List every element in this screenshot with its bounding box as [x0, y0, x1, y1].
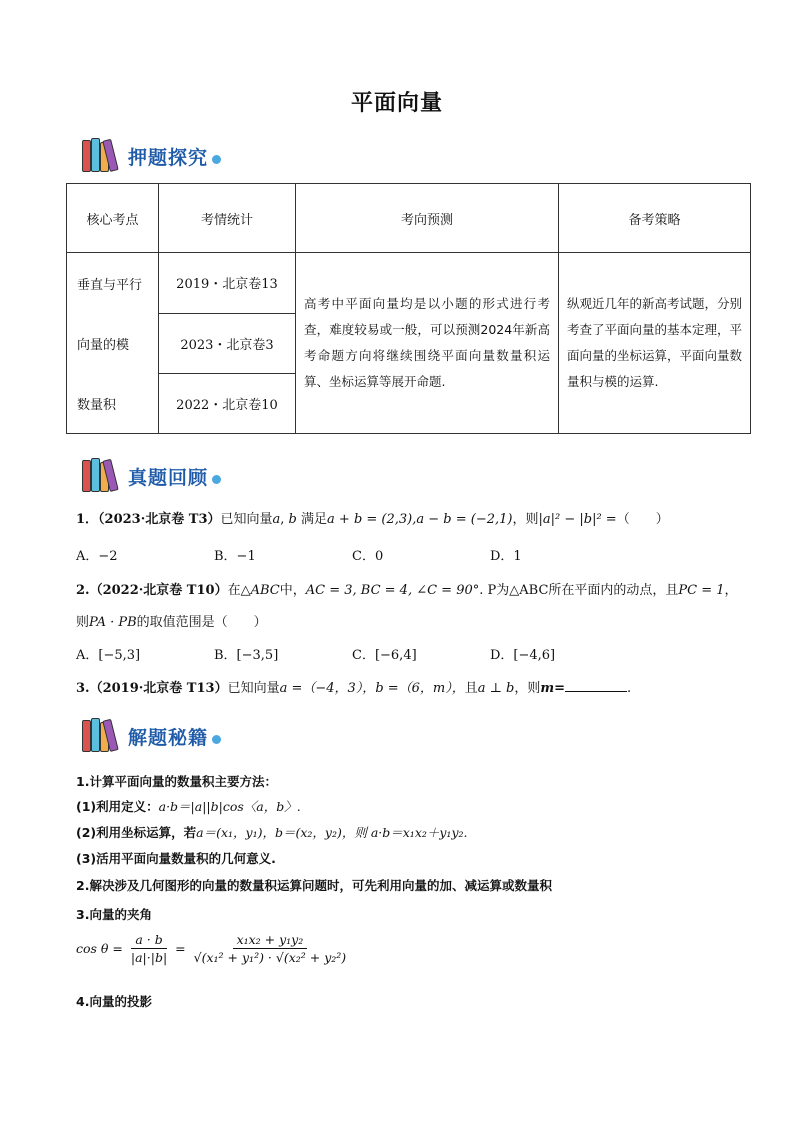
problem-number: 2.	[76, 583, 90, 598]
numerator: a · b	[131, 932, 166, 949]
tip-text: (1)利用定义：	[76, 799, 159, 814]
header-prediction: 考向预测	[296, 184, 559, 253]
vector-expr: b =（6，m），	[375, 681, 465, 696]
condition-expr: AC = 3, BC = 4, ∠C = 90°	[305, 583, 480, 598]
problem-number: 3.	[76, 681, 90, 696]
dot-icon	[212, 475, 221, 484]
cos-label: cos θ =	[76, 941, 123, 956]
tip-1-2	[76, 823, 468, 841]
books-icon	[80, 718, 126, 754]
dot-icon	[212, 735, 221, 744]
header-core: 核心考点	[67, 184, 159, 253]
fraction-coordinates	[190, 932, 351, 965]
option-a: A．[−5,3]	[76, 648, 141, 663]
exam-analysis-table	[66, 183, 751, 434]
condition-expr: a − b = (−2,1)	[416, 512, 513, 527]
topic-cell: 垂直与平行	[67, 253, 159, 314]
option-b: B．[−3,5]	[214, 648, 279, 663]
question-expr: |a|² − |b|² =	[538, 512, 617, 527]
page-title: 平面向量	[350, 91, 443, 116]
answer-blank[interactable]	[565, 679, 627, 692]
problem-2	[76, 579, 738, 598]
tip-formula: a＝(x₁，y₁)，b＝(x₂，y₂)，则 a·b＝x₁x₂＋y₁y₂.	[196, 825, 468, 840]
denominator: √(x₁² + y₁²) · √(x₂² + y₂²)	[193, 950, 347, 965]
problem-3	[76, 677, 631, 696]
angle-formula: cos θ = $\frac{a \cdot b}{|a|\cdot|b|}$ = $\frac{\text{x₁x₂ + y₁y₂}}{\text{√(x₁² + y₁²) · √(x₂² + y₂²)}}$	[76, 932, 350, 965]
header-strategy: 备考策略	[559, 184, 751, 253]
tip-1: 1.计算平面向量的数量积主要方法：	[76, 774, 277, 789]
condition-expr: PC = 1	[678, 583, 725, 598]
problem-source: （2022·北京卷 T10）	[89, 583, 228, 598]
option-c: C．[−6,4]	[352, 648, 417, 663]
problem-1: 1．（2023·北京卷 T3）已知向量a, b 满足a + b = (2,3),a − b = (−2,1)，则|a|² − |b|² =（ ）	[76, 512, 669, 527]
problem-text: ，则	[514, 681, 541, 696]
option-b: B．−1	[214, 549, 256, 564]
problem-text: 满足	[301, 512, 328, 527]
section-header-explore	[80, 136, 221, 176]
section-header-review	[80, 456, 221, 496]
tip-1-1	[76, 797, 301, 815]
vector-expr: a =（−4，3），	[279, 681, 376, 696]
problem-number: 1．	[76, 512, 99, 527]
problem-source: （2019·北京卷 T13）	[89, 681, 228, 696]
tip-3: 3.向量的夹角	[76, 907, 152, 922]
problem-source: （2023·北京卷 T3）	[98, 512, 221, 527]
dot-product-expr: PA · PB	[89, 615, 137, 630]
problem-text: 中，	[279, 583, 306, 598]
problem-text: 则	[76, 615, 90, 630]
numerator: x₁x₂ + y₁y₂	[233, 932, 308, 949]
answer-paren: （ ）	[616, 512, 669, 527]
stat-cell: 2023・北京卷3	[159, 313, 296, 373]
problem-2-line-2	[76, 611, 267, 630]
header-stats: 考情统计	[159, 184, 296, 253]
problem-text: 的取值范围是（ ）	[136, 615, 267, 630]
tip-4: 4.向量的投影	[76, 994, 152, 1009]
problem-text: 已知向量	[227, 681, 280, 696]
problem-text: 在	[227, 583, 241, 598]
option-d: D．1	[490, 549, 522, 564]
triangle-expr: △ABC	[240, 583, 280, 598]
problem-text: ，	[724, 583, 738, 598]
perpendicular-expr: a ⊥ b	[477, 681, 515, 696]
fraction-vectors	[127, 932, 171, 965]
books-icon	[80, 458, 126, 494]
tip-text: (2)利用坐标运算，若	[76, 825, 197, 840]
question-expr: m=	[540, 681, 566, 696]
problem-text: 且	[464, 681, 478, 696]
problem-text: . P为△ABC所在平面内的动点，且	[479, 583, 679, 598]
tip-2: 2.解决涉及几何图形的向量的数量积运算问题时，可先利用向量的加、减运算或数量积	[76, 878, 552, 893]
stat-cell: 2022・北京卷10	[159, 373, 296, 434]
option-a: A．−2	[76, 549, 118, 564]
tip-1-3: (3)活用平面向量数量积的几何意义.	[76, 851, 276, 866]
option-d: D．[−4,6]	[490, 648, 556, 663]
strategy-cell: 纵观近几年的新高考试题，分别考查了平面向量的基本定理，平面向量的坐标运算，平面向量数量积与模的运算.	[559, 253, 751, 434]
section-title: 解题秘籍	[128, 726, 209, 749]
section-title: 押题探究	[128, 146, 209, 169]
option-c: C．0	[352, 549, 384, 564]
section-title: 真题回顾	[128, 466, 209, 489]
tip-formula: a·b＝|a||b|cos〈a，b〉.	[158, 799, 301, 814]
dot-icon	[212, 155, 221, 164]
topic-cell: 向量的模	[67, 313, 159, 373]
problem-text: 已知向量	[220, 512, 273, 527]
prediction-cell: 高考中平面向量均是以小题的形式进行考查，难度较易或一般，可以预测2024年新高考命题方向将继续围绕平面向量数量积运算、坐标运算等展开命题.	[296, 253, 559, 434]
problem-text: .	[627, 681, 632, 696]
books-icon	[80, 138, 126, 174]
condition-expr: a + b = (2,3),	[327, 512, 417, 527]
denominator: |a|·|b|	[130, 950, 168, 965]
problem-text: ，则	[512, 512, 539, 527]
topic-cell: 数量积	[67, 373, 159, 434]
section-header-secrets	[80, 716, 221, 756]
stat-cell: 2019・北京卷13	[159, 253, 296, 314]
